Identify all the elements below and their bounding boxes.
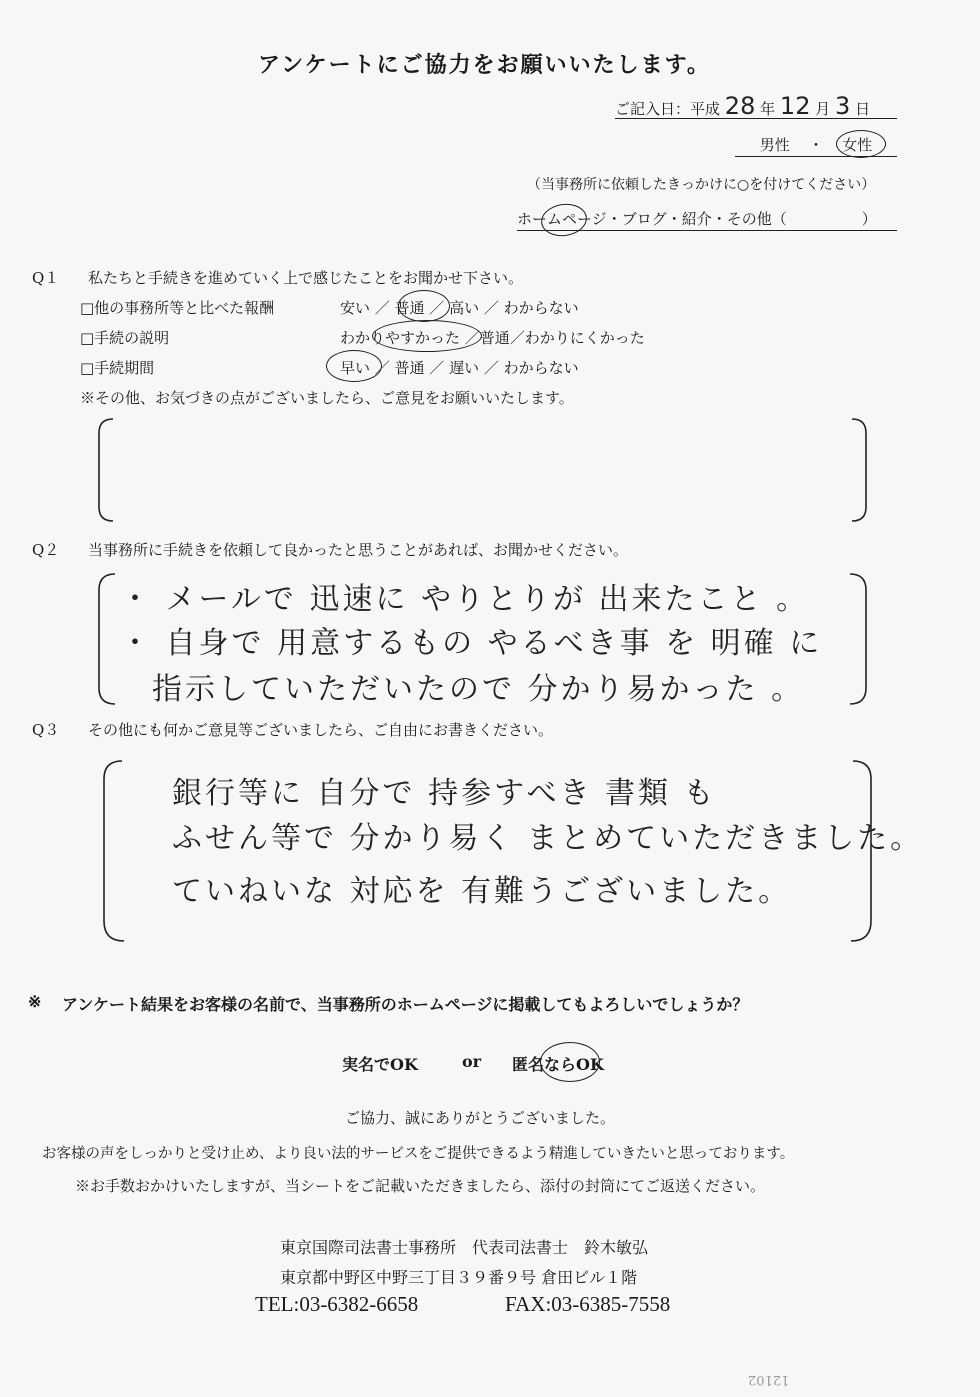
office-name: 東京国際司法書士事務所 代表司法書士 鈴木敏弘 bbox=[280, 1238, 649, 1257]
date-day: 3 bbox=[835, 92, 851, 120]
q1-row-label: □手続の説明 bbox=[80, 329, 170, 347]
q3-number: Q３ bbox=[32, 721, 60, 739]
page-number: 12102 bbox=[748, 1372, 790, 1387]
answer-circle bbox=[326, 350, 382, 382]
office-address: 東京都中野区中野三丁目３９番９号 倉田ビル１階 bbox=[280, 1268, 638, 1287]
publish-mark: ※ bbox=[28, 992, 42, 1011]
q2-number: Q２ bbox=[32, 541, 60, 559]
option-or: or bbox=[462, 1052, 482, 1071]
homepage-circle bbox=[539, 201, 589, 239]
date-field bbox=[615, 92, 897, 119]
publish-question: アンケート結果をお客様の名前で、当事務所のホームページに掲載してもよろしいでしょうか？ bbox=[62, 995, 749, 1014]
fax-number: FAX:03-6385-7558 bbox=[505, 1292, 671, 1316]
gender-female: 女性 bbox=[842, 136, 873, 154]
q1-row-options: 安い ／ 普通 ／ 高い ／ わからない bbox=[340, 299, 579, 317]
page-title: アンケートにご協力をお願いいたします。 bbox=[258, 52, 711, 78]
trigger-note: （当事務所に依頼したきっかけに○を付けてください） bbox=[527, 177, 876, 193]
gender-separator: ・ bbox=[808, 136, 824, 154]
q2-answer-line: ・ 自身で 用意するもの やるべき事 を 明確 に bbox=[120, 626, 823, 661]
q3-answer-line: 銀行等に 自分で 持参すべき 書類 も bbox=[172, 776, 717, 811]
date-label: ご記入日：平成 bbox=[615, 100, 721, 118]
q2-question: 当事務所に手続きを依頼して良かったと思うことがあれば、お聞かせください。 bbox=[88, 541, 629, 559]
date-year: 28 bbox=[724, 92, 756, 120]
q1-question: 私たちと手続きを進めていく上で感じたことをお聞かせ下さい。 bbox=[88, 269, 524, 287]
thanks-text: ご協力、誠にありがとうございました。 bbox=[345, 1109, 616, 1127]
date-year-label: 年 bbox=[760, 100, 776, 118]
q1-row-options: 早い ／ 普通 ／ 遅い ／ わからない bbox=[340, 359, 579, 377]
anonymous-circle bbox=[540, 1042, 600, 1082]
answer-circle bbox=[372, 320, 482, 352]
option-real-name: 実名でOK bbox=[342, 1055, 418, 1074]
q1-row-label: □他の事務所等と比べた報酬 bbox=[80, 299, 275, 317]
q1-row-options: わかりやすかった ／普通／わかりにくかった bbox=[340, 329, 645, 347]
commitment-text: お客様の声をしっかりと受け止め、より良い法的サービスをご提供できるよう精進していきたいと思っております。 bbox=[42, 1146, 795, 1162]
q2-answer-line: 指示していただいたので 分かり易かった 。 bbox=[152, 672, 805, 707]
q1-note: ※その他、お気づきの点がございましたら、ご意見をお願いいたします。 bbox=[80, 389, 574, 407]
tel-number: TEL:03-6382-6658 bbox=[255, 1292, 419, 1316]
q1-row-label: □手続期間 bbox=[80, 359, 155, 377]
gender-female-circle bbox=[836, 130, 886, 158]
q1-number: Q１ bbox=[32, 269, 60, 287]
q3-answer-line: ていねいな 対応を 有難うございました。 bbox=[172, 874, 792, 909]
q3-question: その他にも何かご意見等ございましたら、ご自由にお書きください。 bbox=[88, 721, 554, 739]
q1-comment-box bbox=[95, 415, 870, 525]
return-note: ※お手数おかけいたしますが、当シートをご記載いただきましたら、添付の封筒にてご返送ください。 bbox=[75, 1177, 766, 1195]
option-anonymous: 匿名ならOK bbox=[512, 1055, 604, 1074]
trigger-options: ホームページ・ブログ・紹介・その他（ ） bbox=[517, 208, 897, 231]
date-day-label: 日 bbox=[855, 100, 871, 118]
date-month: 12 bbox=[779, 92, 811, 120]
answer-circle bbox=[398, 290, 450, 322]
date-month-label: 月 bbox=[815, 100, 831, 118]
q3-answer-line: ふせん等で 分かり易く まとめていただきました。 bbox=[172, 821, 924, 856]
q2-answer-line: ・ メールで 迅速に やりとりが 出来たこと 。 bbox=[120, 582, 810, 617]
gender-male: 男性 bbox=[759, 136, 790, 154]
